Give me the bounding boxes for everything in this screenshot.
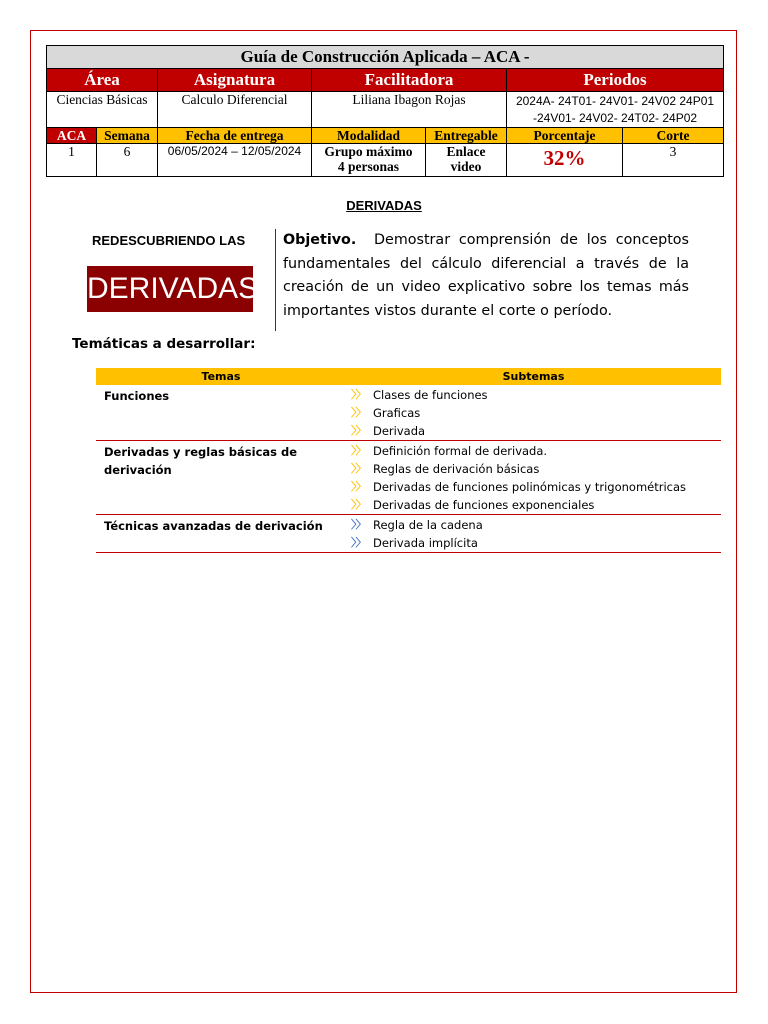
modalidad-line-2: 4 personas: [337, 159, 400, 174]
chevron-double-right-icon: 〉〉: [351, 444, 366, 457]
objective-text: Demostrar comprensión de los conceptos fundamentales del cálculo diferencial a través de la creación de un video explicativo sobre los temas más importantes vistos durante el corte o período.: [283, 232, 689, 319]
topics-table: [96, 368, 721, 553]
objective-label: Objetivo.: [283, 232, 357, 248]
subtema-item: [346, 534, 721, 552]
porcentaje-number: 32%: [543, 146, 586, 170]
modalidad-line-1: Grupo máximo: [324, 144, 413, 159]
derivadas-badge: DERIVADAS: [87, 266, 253, 312]
facilitadora-value: Liliana Ibagon Rojas: [312, 92, 507, 128]
topic-row: [96, 385, 721, 441]
entregable-line-2: video: [450, 159, 482, 174]
area-label: Área: [47, 69, 158, 92]
asignatura-value: Calculo Diferencial: [158, 92, 312, 128]
subtemas-list: [346, 385, 721, 441]
subtemas-list: [346, 515, 721, 553]
subtema-label: Regla de la cadena: [373, 518, 483, 532]
periodos-line-1: 2024A- 24T01- 24V01- 24V02 24P01: [515, 94, 715, 108]
objective-paragraph: [283, 229, 689, 323]
subtemas-list: [346, 441, 721, 515]
subtema-item: [346, 404, 721, 422]
doc-title: DERIVADAS: [346, 198, 422, 213]
subtema-item: [346, 386, 721, 404]
header-title: Guía de Construcción Aplicada – ACA -: [47, 46, 724, 69]
header-table: [46, 45, 724, 177]
subtema-label: Clases de funciones: [373, 388, 488, 402]
asignatura-label: Asignatura: [158, 69, 312, 92]
fecha-label: Fecha de entrega: [158, 128, 312, 144]
semana-value: 6: [97, 144, 158, 177]
area-value: Ciencias Básicas: [47, 92, 158, 128]
porcentaje-label: Porcentaje: [507, 128, 623, 144]
subtema-item: [346, 422, 721, 440]
chevron-double-right-icon: 〉〉: [351, 406, 366, 419]
modalidad-label: Modalidad: [312, 128, 426, 144]
periodos-value: [507, 92, 724, 128]
entregable-line-1: Enlace: [446, 144, 486, 159]
corte-label: Corte: [623, 128, 724, 144]
corte-value: 3: [623, 144, 724, 177]
chevron-double-right-icon: 〉〉: [351, 424, 366, 437]
tema-tecnicas-avanzadas: Técnicas avanzadas de derivación: [96, 515, 346, 553]
divider-line: [275, 229, 276, 331]
aca-value: 1: [47, 144, 97, 177]
subtema-label: Reglas de derivación básicas: [373, 462, 540, 476]
chevron-double-right-icon: 〉〉: [351, 462, 366, 475]
chevron-double-right-icon: 〉〉: [351, 536, 366, 549]
subtema-label: Definición formal de derivada.: [373, 444, 548, 458]
subtema-label: Derivadas de funciones exponenciales: [373, 498, 595, 512]
fecha-value: 06/05/2024 – 12/05/2024: [158, 144, 312, 177]
entregable-label: Entregable: [426, 128, 507, 144]
semana-label: Semana: [97, 128, 158, 144]
periodos-label: Periodos: [507, 69, 724, 92]
subtema-label: Derivada implícita: [373, 536, 478, 550]
aca-label: ACA: [47, 128, 97, 144]
tema-derivadas-reglas: Derivadas y reglas básicas de derivación: [96, 441, 346, 515]
topic-row: [96, 441, 721, 515]
col-temas-header: Temas: [96, 368, 346, 385]
lead-text: REDESCUBRIENDO LAS: [92, 233, 246, 248]
subtema-item: [346, 516, 721, 534]
chevron-double-right-icon: 〉〉: [351, 498, 366, 511]
col-subtemas-header: Subtemas: [346, 368, 721, 385]
subtema-label: Derivadas de funciones polinómicas y trigonométricas: [373, 480, 687, 494]
chevron-double-right-icon: 〉〉: [351, 480, 366, 493]
tema-funciones: Funciones: [96, 385, 346, 441]
topic-row: [96, 515, 721, 553]
facilitadora-label: Facilitadora: [312, 69, 507, 92]
subtema-label: Derivada: [373, 424, 426, 438]
periodos-line-2: -24V01- 24V02- 24T02- 24P02: [532, 111, 698, 125]
chevron-double-right-icon: 〉〉: [351, 388, 366, 401]
entregable-value: [426, 144, 507, 177]
subtema-item: [346, 478, 721, 496]
subtema-item: [346, 496, 721, 514]
subtema-item: [346, 442, 721, 460]
chevron-double-right-icon: 〉〉: [351, 518, 366, 531]
subtema-label: Graficas: [373, 406, 421, 420]
tematicas-heading: Temáticas a desarrollar:: [72, 336, 256, 352]
subtema-item: [346, 460, 721, 478]
porcentaje-value: [507, 144, 623, 177]
modalidad-value: [312, 144, 426, 177]
